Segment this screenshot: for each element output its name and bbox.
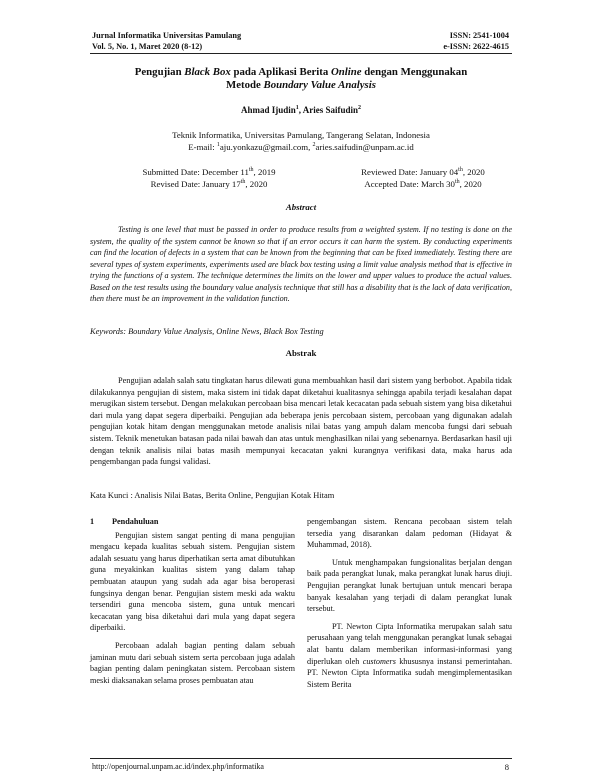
- paper-title: [90, 66, 512, 92]
- author-separator: ,: [298, 105, 303, 115]
- kata-kunci: Kata Kunci : Analisis Nilai Batas, Berita Online, Pengujian Kotak Hitam: [90, 491, 335, 500]
- submitted-date: Submitted Date: December 11th, 2019: [142, 167, 276, 177]
- body-column-right: [307, 516, 512, 696]
- page-number: 8: [504, 762, 509, 772]
- section-heading: [90, 516, 295, 528]
- author-name: Ahmad Ijudin: [240, 105, 296, 115]
- title-text: pada Aplikasi Berita: [230, 66, 331, 78]
- title-italic: Black Box: [184, 66, 231, 78]
- email-label: E-mail:: [188, 142, 217, 152]
- keywords: Keywords: Boundary Value Analysis, Online News, Black Box Testing: [90, 327, 324, 336]
- author-sup: 1: [295, 105, 299, 111]
- email-address[interactable]: aju.yonkazu@gmail.com,: [219, 142, 313, 152]
- section-number: 1: [90, 517, 95, 526]
- journal-volume: Vol. 5, No. 1, Maret 2020 (8-12): [92, 42, 203, 51]
- email-sup: 1: [216, 142, 220, 149]
- abstrak-text: Pengujian adalah salah satu tingkatan harus dilewati guna membuahkan hasil dari sistem yang berbobot. Apabila tidak dilakukannya pengujian di sistem, maka sistem ini tidak dapat diketahui kualitasnya sehingga apabila terjadi kesalahan dapat merugikan sistem tersebut. Dengan melakukan percobaan bisa mencari letak kecacatan pada sebuah sistem yang bisa diketahui dari mula yang dapat segera diperbaiki. Pengujian ada beberapa jenis percobaan sistem, percobaan yang digunakan adalah pengujian kotak hitam dengan menggunakan metode analisis nilai batas yang ampuh dalam mencoba fungsi dari sebuah sistem. Teknik menetukan batasan pada nilai bawah dan atas untuk menghasilkan nilai yang sebenarnya. Berdasarkan hasil uji dengan teknik analisis nilai batas masih mempunyai kecacatan yakni kurangnya verifikasi data, maka harus ada pengembangan pada fungsi validasi.: [90, 376, 512, 467]
- accepted-date: Accepted Date: March 30th, 2020: [364, 179, 482, 189]
- reviewed-date: Reviewed Date: January 04th, 2020: [361, 167, 485, 177]
- paragraph: Untuk menghampakan fungsionalitas berjalan dengan baik pada perangkat lunak, maka perangkat lunak harus diuji. Pengujian perangkat lunak bertujuan untuk mencari berapa banyak kesalahan yang terjadi di dalam perangkat lunak tersebut.: [307, 557, 512, 614]
- dates-left: [134, 166, 284, 190]
- eissn: e-ISSN: 2622-4615: [443, 42, 509, 51]
- paragraph: pengembangan sistem. Rencana pecobaan sistem telah tersedia yang disarankan dalam pedoman (Hidayat & Muhammad, 2018).: [307, 517, 512, 550]
- footer-url[interactable]: http://openjournal.unpam.ac.id/index.php/informatika: [92, 762, 264, 771]
- journal-header-left: [92, 30, 241, 52]
- revised-date: Revised Date: January 17th, 2020: [150, 179, 268, 189]
- author-sup: 2: [358, 105, 362, 111]
- title-text: dengan Menggunakan: [361, 66, 468, 78]
- header-divider: [90, 53, 512, 54]
- email-sup: 2: [312, 142, 316, 149]
- paragraph: Pengujian sistem sangat penting di mana pengujian mengacu kepada kualitas sebuah sistem. Pengujian sistem adalah sesuatu yang harus diperhatikan serta amat dibutuhkan guna meyakinkan kualitas sistem yang dalam tahap pembuatan ataupun yang sudah ada agar bisa beroperasi fungsinya dengan benar. Pengujian sistem meski ada waktu tersendiri guna mencoba sistem, guna untuk mencari kecacatan yang bisa diketahui dari mula yang dapat segera diperbaiki.: [90, 530, 295, 633]
- author-list: [90, 105, 512, 115]
- email-address[interactable]: aries.saifudin@unpam.ac.id: [315, 142, 414, 152]
- section-title: Pendahuluan: [112, 517, 159, 526]
- abstrak-heading: Abstrak: [285, 348, 317, 358]
- dates-right: [338, 166, 508, 190]
- abstract-heading: Abstract: [285, 202, 317, 212]
- body-column-left: [90, 516, 295, 692]
- abstract-text: Testing is one level that must be passed in order to produce results from a weighted system. If no testing is done on the system, the quality of the system cannot be known so that if an error occurs it can harm the system. By conducting experiments can find the location of defects in a system that can be known from the beginning that can be fixed immediately. Testing there are several types of system experiments, experiments used are black box testing using a limit value analysis method that is effective in trying the functions of a system. The technique determines the limits on the lower and upper values to produce the actual values. Based on the test results using the boundary value analysis technique that still has a disability that is the lack of data verification, then there must be an improvement in the validation function.: [90, 225, 512, 303]
- affiliation: [90, 129, 512, 153]
- title-text: Metode: [226, 79, 264, 91]
- title-text: Pengujian: [134, 66, 185, 78]
- footer-divider: [90, 758, 512, 759]
- paragraph: PT. Newton Cipta Informatika merupakan salah satu perusahaan yang telah menggunakan perangkat lunak sebagai alat bantu dalam memberikan informasi-informasi yang diperlukan oleh customers khususnya instansi pemerintahan. PT. Newton Cipta Informatika sudah mengimplementasikan Sistem Berita: [307, 621, 512, 689]
- title-italic: Online: [330, 66, 362, 78]
- author-name: Aries Saifudin: [302, 105, 359, 115]
- issn: ISSN: 2541-1004: [449, 31, 509, 40]
- journal-name: Jurnal Informatika Universitas Pamulang: [92, 31, 242, 40]
- institution: Teknik Informatika, Universitas Pamulang, Tangerang Selatan, Indonesia: [172, 130, 430, 140]
- journal-header-right: [443, 30, 509, 52]
- title-italic: Boundary Value Analysis: [263, 79, 376, 91]
- email-line: [90, 141, 512, 153]
- paragraph: Percobaan adalah bagian penting dalam sebuah jaminan mutu dari sebuah sistem serta percobaan juga adalah bagian penting dalam peningkatan sistem. Percobaan sistem meski diaksanakan selama proses pembuatan atau: [90, 640, 295, 685]
